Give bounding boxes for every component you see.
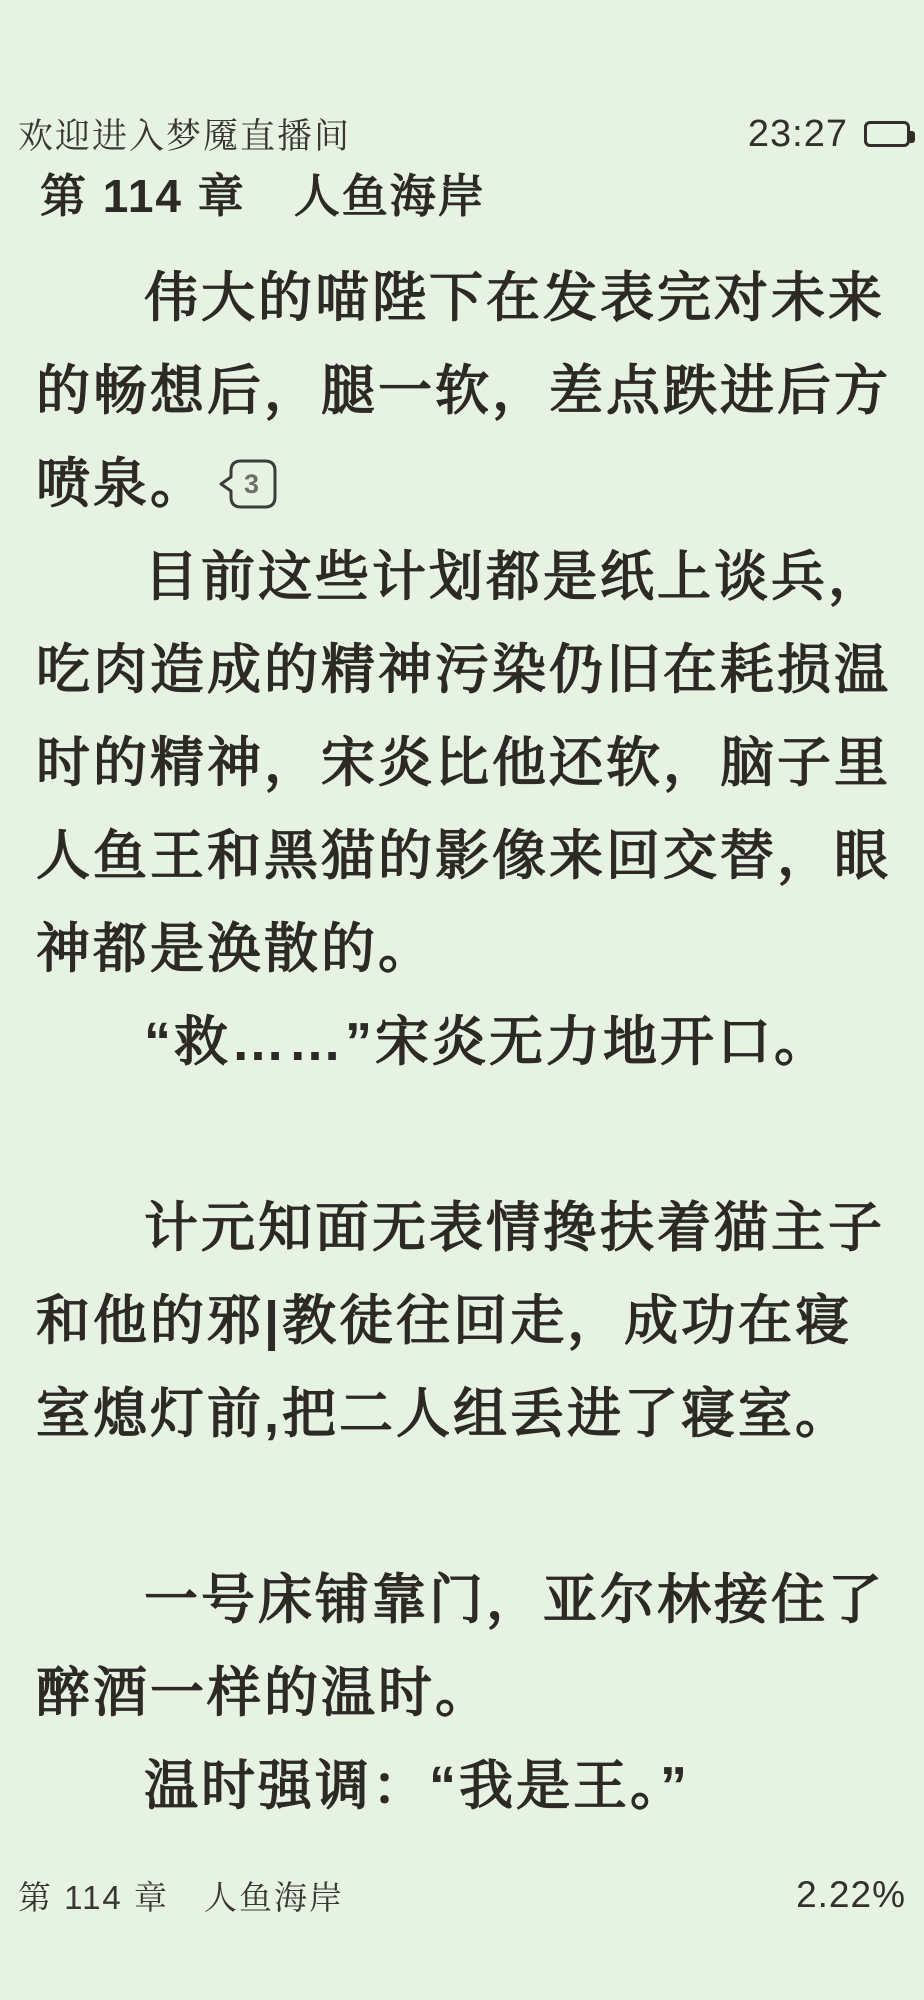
body-line: 醉酒一样的温时。	[36, 1663, 492, 1723]
blank-line	[36, 1461, 888, 1554]
blank-line	[36, 1089, 888, 1182]
body-line: 温时强调：“我是王。”	[144, 1756, 690, 1816]
clock-text: 23:27	[747, 112, 848, 155]
body-line: 伟大的喵陛下在发表完对未来	[144, 268, 885, 328]
battery-cap	[910, 131, 915, 143]
comment-count-value: 3	[243, 468, 263, 499]
footer-chapter-name: 第 114 章 人鱼海岸	[18, 1878, 344, 1916]
welcome-marquee-text: 欢迎进入梦魇直播间	[18, 117, 352, 156]
status-bar	[18, 108, 910, 160]
body-line: 的畅想后，腿一软，差点跌进后方	[36, 361, 891, 421]
body-line: 神都是涣散的。	[36, 919, 435, 979]
status-right-group	[748, 113, 910, 156]
comment-count-badge[interactable]	[217, 458, 279, 510]
body-line: “救……”宋炎无力地开口。	[144, 1012, 831, 1072]
body-line: 计元知面无表情搀扶着猫主子	[144, 1198, 885, 1258]
body-line: 目前这些计划都是纸上谈兵，	[144, 547, 885, 607]
body-line: 时的精神，宋炎比他还软，脑子里	[36, 733, 891, 793]
body-line: 人鱼王和黑猫的影像来回交替，眼	[36, 826, 891, 886]
body-line: 室熄灯前,把二人组丢进了寝室。	[36, 1384, 853, 1444]
body-line: 吃肉造成的精神污染仍旧在耗损温	[36, 640, 891, 700]
chapter-title: 第 114 章 人鱼海岸	[40, 170, 486, 222]
body-line	[36, 438, 888, 531]
reader-footer	[18, 1872, 906, 1918]
body-line-text: 喷泉。	[36, 454, 207, 514]
footer-progress-percent: 2.22%	[796, 1874, 906, 1915]
body-line: 一号床铺靠门，亚尔林接住了	[144, 1570, 885, 1630]
chapter-body-text[interactable]	[36, 252, 891, 1833]
battery-icon	[864, 121, 910, 147]
body-line: 和他的邪|教徒往回走，成功在寝	[36, 1291, 853, 1351]
